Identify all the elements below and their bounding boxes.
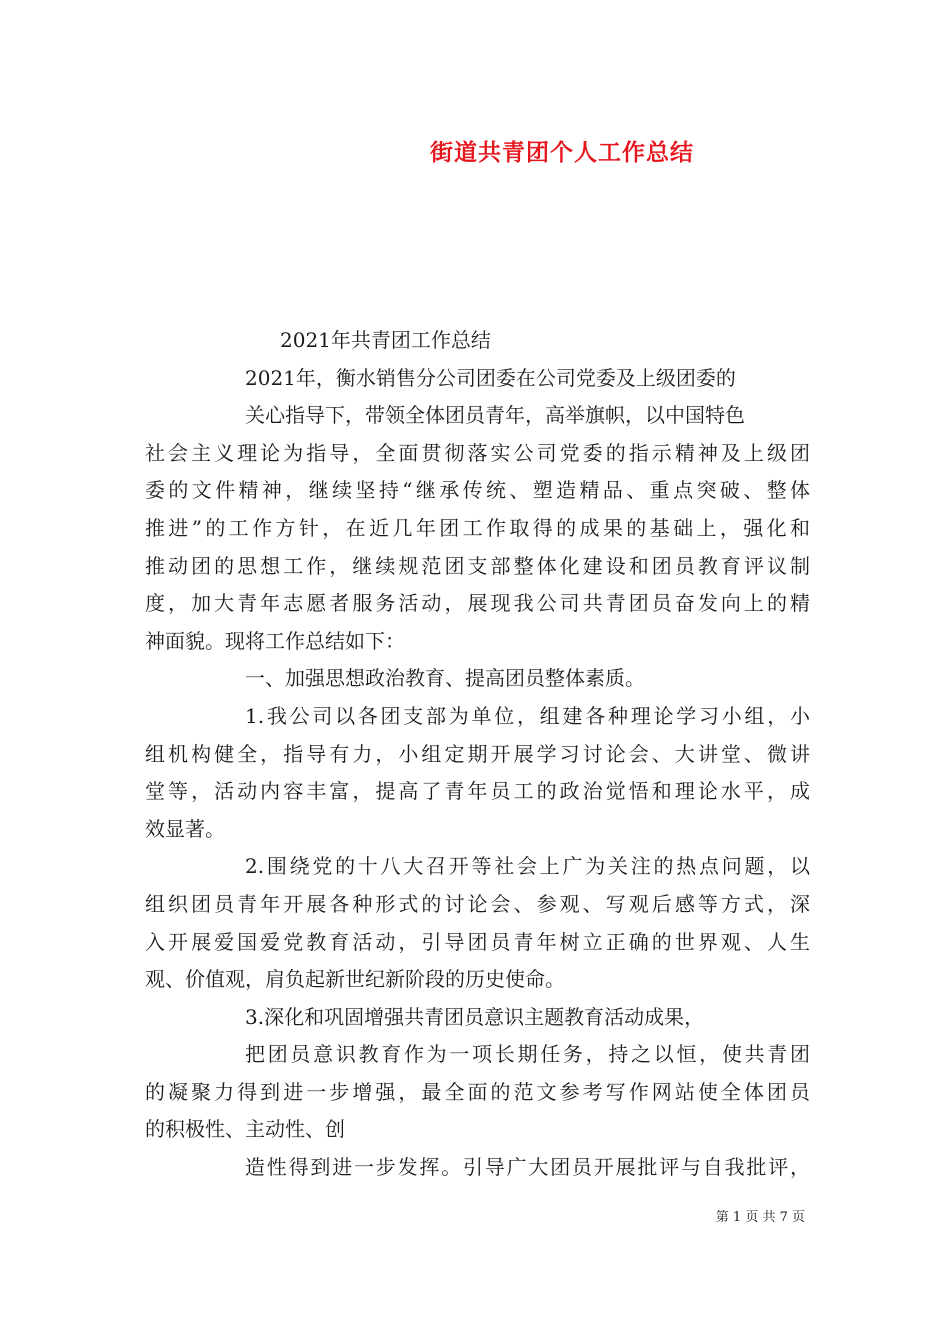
body-line: 委的文件精神，继续坚持“继承传统、塑造精品、重点突破、整体 bbox=[145, 478, 810, 503]
body-line: 关心指导下，带领全体团员青年，高举旗帜，以中国特色 bbox=[245, 403, 745, 428]
body-line: 效显著。 bbox=[145, 816, 225, 841]
document-title: 街道共青团个人工作总结 bbox=[430, 139, 694, 166]
body-line: 一、加强思想政治教育、提高团员整体素质。 bbox=[245, 666, 645, 691]
body-line: 造性得到进一步发挥。引导广大团员开展批评与自我批评， bbox=[245, 1155, 810, 1180]
body-line: 度，加大青年志愿者服务活动，展现我公司共青团员奋发向上的精 bbox=[145, 591, 810, 616]
page-number-footer: 第 1 页 共 7 页 bbox=[715, 1210, 805, 1225]
document-body bbox=[145, 322, 810, 1187]
body-line: 神面貌。现将工作总结如下： bbox=[145, 628, 405, 653]
body-line: 的积极性、主动性、创 bbox=[145, 1117, 345, 1142]
body-line: 2021年，衡水销售分公司团委在公司党委及上级团委的 bbox=[245, 365, 736, 390]
body-line: 2021年共青团工作总结 bbox=[280, 328, 491, 352]
body-line: 1.我公司以各团支部为单位，组建各种理论学习小组，小 bbox=[245, 703, 810, 728]
body-line: 组织团员青年开展各种形式的讨论会、参观、写观后感等方式，深 bbox=[145, 891, 810, 916]
body-line: 的凝聚力得到进一步增强，最全面的范文参考写作网站使全体团员 bbox=[145, 1079, 810, 1104]
body-line: 2.围绕党的十八大召开等社会上广为关注的热点问题，以 bbox=[245, 854, 810, 879]
body-line: 把团员意识教育作为一项长期任务，持之以恒，使共青团 bbox=[245, 1042, 810, 1067]
body-line: 3.深化和巩固增强共青团员意识主题教育活动成果， bbox=[245, 1004, 705, 1029]
body-line: 堂等，活动内容丰富，提高了青年员工的政治觉悟和理论水平，成 bbox=[145, 779, 810, 804]
body-line: 观、价值观，肩负起新世纪新阶段的历史使命。 bbox=[145, 967, 565, 992]
body-line: 入开展爱国爱党教育活动，引导团员青年树立正确的世界观、人生 bbox=[145, 929, 810, 954]
body-line: 推进”的工作方针，在近几年团工作取得的成果的基础上，强化和 bbox=[145, 515, 810, 540]
body-line: 组机构健全，指导有力，小组定期开展学习讨论会、大讲堂、微讲 bbox=[145, 741, 810, 766]
body-line: 社会主义理论为指导，全面贯彻落实公司党委的指示精神及上级团 bbox=[145, 440, 810, 465]
body-line: 推动团的思想工作，继续规范团支部整体化建设和团员教育评议制 bbox=[145, 553, 810, 578]
